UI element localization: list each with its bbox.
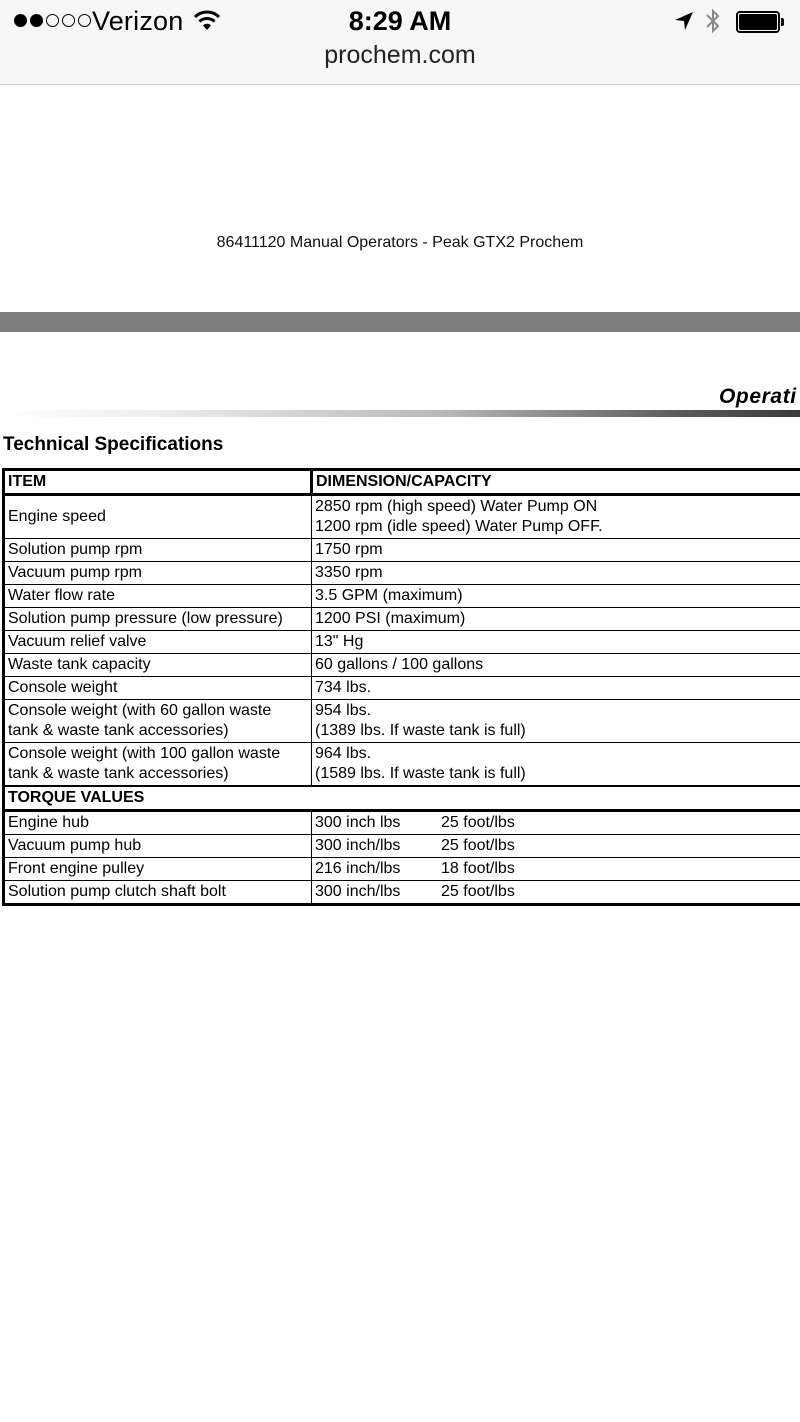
status-bar <box>0 0 800 44</box>
table-row <box>4 811 800 835</box>
spec-value: 1200 PSI (maximum) <box>312 608 800 631</box>
torque-item: Solution pump clutch shaft bolt <box>4 881 312 905</box>
spec-item: Solution pump rpm <box>4 539 312 562</box>
table-row <box>4 562 800 585</box>
spec-value: 60 gallons / 100 gallons <box>312 654 800 677</box>
table-header-row <box>4 470 800 495</box>
table-row <box>4 881 800 905</box>
spec-item: Engine speed <box>4 495 312 539</box>
spec-value: 3.5 GPM (maximum) <box>312 585 800 608</box>
table-row <box>4 835 800 858</box>
spec-value: 3350 rpm <box>312 562 800 585</box>
torque-value: 300 inch lbs 25 foot/lbs <box>312 811 800 835</box>
location-arrow-icon <box>674 11 694 36</box>
table-row <box>4 858 800 881</box>
spec-value: 964 lbs. (1589 lbs. If waste tank is full) <box>312 743 800 787</box>
torque-section-header: TORQUE VALUES <box>4 786 800 811</box>
spec-item: Waste tank capacity <box>4 654 312 677</box>
table-row <box>4 677 800 700</box>
spec-value: 734 lbs. <box>312 677 800 700</box>
table-row <box>4 539 800 562</box>
torque-value: 300 inch/lbs 25 foot/lbs <box>312 881 800 905</box>
torque-value: 300 inch/lbs 25 foot/lbs <box>312 835 800 858</box>
torque-item: Vacuum pump hub <box>4 835 312 858</box>
table-row <box>4 631 800 654</box>
specifications-table <box>2 468 800 906</box>
torque-item: Front engine pulley <box>4 858 312 881</box>
spec-value: 954 lbs. (1389 lbs. If waste tank is full) <box>312 700 800 743</box>
gradient-rule <box>0 410 800 417</box>
carrier-name: Verizon <box>92 6 184 36</box>
document-header: 86411120 Manual Operators - Peak GTX2 Prochem <box>216 234 584 251</box>
spec-item: Solution pump pressure (low pressure) <box>4 608 312 631</box>
status-time: 8:29 AM <box>348 6 452 36</box>
bluetooth-icon <box>704 7 722 40</box>
browser-chrome <box>0 0 800 85</box>
page-title: Technical Specifications <box>3 434 224 455</box>
section-tab-label: Operati <box>719 385 797 408</box>
spec-value: 13" Hg <box>312 631 800 654</box>
column-header-item: ITEM <box>4 470 312 495</box>
spec-item: Water flow rate <box>4 585 312 608</box>
spec-item: Console weight (with 60 gallon waste tank & waste tank accessories) <box>4 700 312 743</box>
battery-icon <box>736 11 784 33</box>
spec-value: 2850 rpm (high speed) Water Pump ON 1200 rpm (idle speed) Water Pump OFF. <box>312 495 800 539</box>
spec-value: 1750 rpm <box>312 539 800 562</box>
table-row <box>4 700 800 743</box>
page-divider-band <box>0 312 800 332</box>
torque-item: Engine hub <box>4 811 312 835</box>
table-row <box>4 743 800 787</box>
table-row <box>4 495 800 539</box>
spec-item: Vacuum pump rpm <box>4 562 312 585</box>
table-row <box>4 585 800 608</box>
spec-item: Console weight (with 100 gallon waste tank & waste tank accessories) <box>4 743 312 787</box>
table-row <box>4 654 800 677</box>
address-bar-url[interactable]: prochem.com <box>324 41 476 69</box>
table-row <box>4 608 800 631</box>
spec-item: Vacuum relief valve <box>4 631 312 654</box>
torque-value: 216 inch/lbs 18 foot/lbs <box>312 858 800 881</box>
torque-section-row <box>4 786 800 811</box>
spec-item: Console weight <box>4 677 312 700</box>
column-header-dimension: DIMENSION/CAPACITY <box>312 470 800 495</box>
